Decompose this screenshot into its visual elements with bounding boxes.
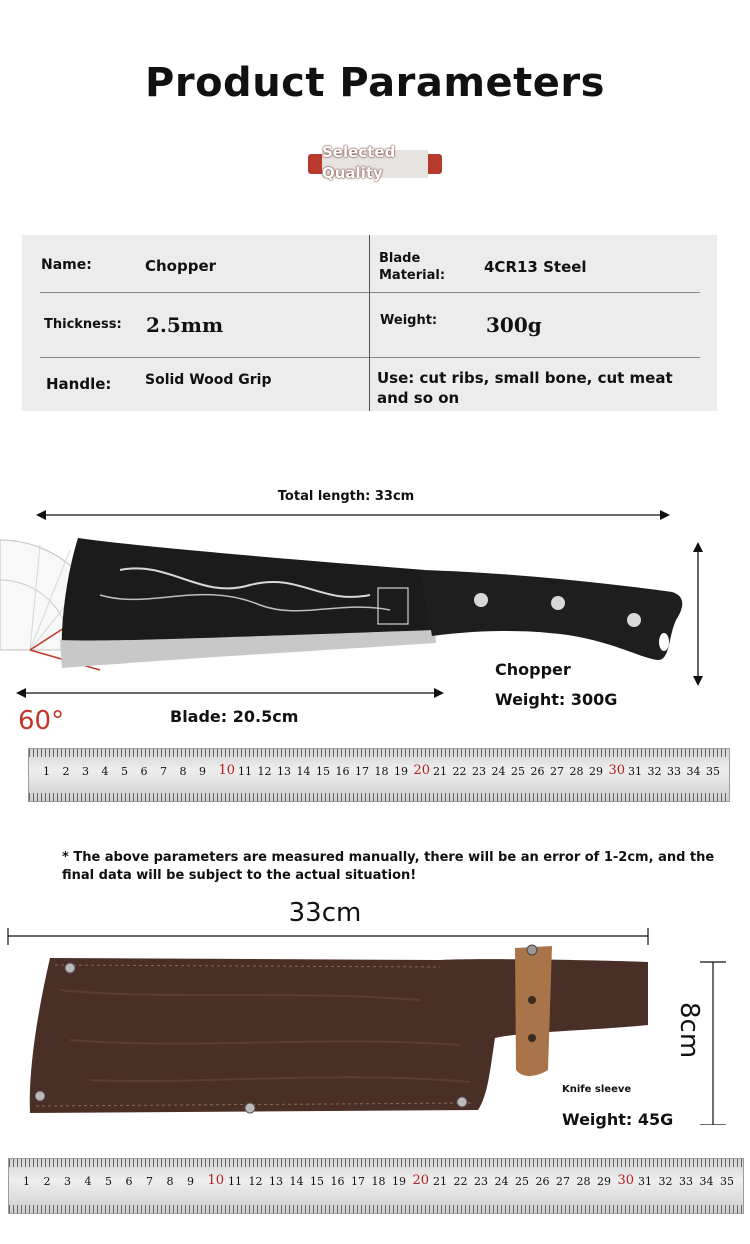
sheath-height-label: 8cm [674, 1002, 704, 1059]
ruler-top-number-30: 30 [608, 763, 626, 778]
measurement-note: * The above parameters are measured manually, there will be an error of 1-2cm, and the final data will be subject to the actual situation! [62, 850, 715, 883]
measuring-ruler-top [28, 748, 730, 802]
total-length-arrow [36, 510, 670, 520]
ruler-top-number-26: 26 [530, 765, 545, 778]
height-arrow [693, 542, 703, 686]
ruler-top-number-28: 28 [569, 765, 584, 778]
page-title: Product Parameters [145, 60, 605, 106]
ruler-top-number-32: 32 [647, 765, 662, 778]
ruler-top-number-33: 33 [667, 765, 681, 778]
ruler-bottom-number-21: 21 [433, 1175, 447, 1188]
angle-label: 60° [18, 706, 65, 736]
ruler-bottom-number-9: 9 [187, 1175, 194, 1188]
ruler-bottom-number-10: 10 [207, 1173, 225, 1188]
ruler-bottom-number-22: 22 [453, 1175, 468, 1188]
ruler-top-number-7: 7 [160, 765, 167, 778]
ruler-bottom-number-14: 14 [289, 1175, 304, 1188]
blade-material-label-2: Material: [379, 268, 446, 283]
ruler-top-number-11: 11 [238, 765, 252, 778]
ruler-bottom-number-34: 34 [699, 1175, 714, 1188]
ruler-bottom-number-3: 3 [64, 1175, 71, 1188]
ruler-bottom-number-12: 12 [248, 1175, 263, 1188]
ruler-bottom-number-25: 25 [515, 1175, 529, 1188]
ruler-top-number-31: 31 [628, 765, 642, 778]
blade [60, 538, 436, 668]
ruler-top-number-17: 17 [355, 765, 369, 778]
ruler-bottom-number-28: 28 [576, 1175, 591, 1188]
ruler-top-number-20: 20 [413, 763, 431, 778]
sheath-strap [515, 945, 552, 1076]
ruler-top-number-12: 12 [257, 765, 272, 778]
ruler-top-number-13: 13 [277, 765, 291, 778]
ruler-bottom-number-5: 5 [105, 1175, 112, 1188]
ruler-top-number-27: 27 [550, 765, 564, 778]
ruler-top-number-29: 29 [589, 765, 603, 778]
thickness-value: 2.5mm [146, 313, 224, 337]
ruler-bottom-number-16: 16 [330, 1175, 345, 1188]
handle-value: Solid Wood Grip [145, 372, 272, 388]
quality-badge [308, 143, 442, 182]
knife-weight-label: Weight: 300G [495, 690, 618, 709]
ruler-bottom-number-1: 1 [23, 1175, 30, 1188]
ruler-bottom-number-4: 4 [84, 1175, 92, 1188]
ruler-bottom-number-15: 15 [310, 1175, 324, 1188]
sheath-length-arrow [8, 928, 648, 945]
ruler-top-number-2: 2 [62, 765, 70, 778]
ruler-bottom-number-32: 32 [658, 1175, 673, 1188]
ruler-top-number-6: 6 [140, 765, 148, 778]
weight-value: 300g [486, 313, 542, 337]
total-length-label: Total length: 33cm [277, 489, 415, 504]
ruler-top-number-24: 24 [491, 765, 506, 778]
ruler-top-number-9: 9 [199, 765, 206, 778]
ruler-bottom-number-7: 7 [146, 1175, 153, 1188]
ruler-bottom-number-29: 29 [597, 1175, 611, 1188]
ruler-top-number-19: 19 [394, 765, 408, 778]
ruler-top-number-34: 34 [686, 765, 701, 778]
ruler-top-number-35: 35 [706, 765, 720, 778]
measuring-ruler-bottom [8, 1158, 744, 1214]
ruler-bottom-number-6: 6 [125, 1175, 133, 1188]
ruler-top-number-21: 21 [433, 765, 447, 778]
thickness-label: Thickness: [44, 317, 122, 332]
handle-label: Handle: [46, 375, 112, 393]
badge-line-1: Selected [322, 143, 396, 161]
blade-length-arrow [16, 688, 444, 698]
ruler-bottom-number-11: 11 [228, 1175, 242, 1188]
ruler-bottom-number-33: 33 [679, 1175, 693, 1188]
ruler-bottom-number-17: 17 [351, 1175, 365, 1188]
ruler-bottom-number-30: 30 [617, 1173, 635, 1188]
weight-label: Weight: [380, 313, 438, 328]
ruler-bottom-number-8: 8 [166, 1175, 174, 1188]
ruler-bottom-number-24: 24 [494, 1175, 509, 1188]
ruler-bottom-number-13: 13 [269, 1175, 283, 1188]
ruler-top-number-23: 23 [472, 765, 486, 778]
use-text: Use: cut ribs, small bone, cut meat and so on [377, 369, 673, 407]
ruler-top-number-25: 25 [511, 765, 525, 778]
badge-line-2: Quality [322, 164, 383, 182]
leather-sheath [30, 958, 648, 1113]
ruler-top-number-15: 15 [316, 765, 330, 778]
blade-length-label: Blade: 20.5cm [170, 707, 299, 726]
ruler-top-number-10: 10 [218, 763, 236, 778]
ruler-bottom-number-27: 27 [556, 1175, 570, 1188]
handle [420, 570, 682, 660]
ruler-top-number-8: 8 [179, 765, 187, 778]
ruler-top-number-5: 5 [121, 765, 128, 778]
spec-table [22, 235, 717, 411]
sheath-label: Knife sleeve [562, 1084, 632, 1095]
ruler-bottom-number-20: 20 [412, 1173, 430, 1188]
knife-illustration [0, 500, 750, 720]
ruler-top-number-18: 18 [374, 765, 389, 778]
blade-material-value: 4CR13 Steel [484, 258, 587, 276]
product-name-label: Chopper [495, 660, 571, 679]
ruler-bottom-number-31: 31 [638, 1175, 652, 1188]
ruler-bottom-number-26: 26 [535, 1175, 550, 1188]
ruler-top-number-4: 4 [101, 765, 109, 778]
ruler-top-number-1: 1 [43, 765, 50, 778]
sheath-illustration [0, 920, 750, 1125]
ruler-top-number-3: 3 [82, 765, 89, 778]
ruler-bottom-number-23: 23 [474, 1175, 488, 1188]
name-label: Name: [41, 257, 92, 273]
ruler-top-number-16: 16 [335, 765, 350, 778]
sheath-length-label: 33cm [288, 898, 362, 928]
name-value: Chopper [145, 257, 217, 275]
blade-material-label-1: Blade [379, 251, 421, 266]
ruler-bottom-number-35: 35 [720, 1175, 734, 1188]
ruler-bottom-number-2: 2 [43, 1175, 51, 1188]
ruler-top-number-22: 22 [452, 765, 467, 778]
sheath-weight-label: Weight: 45G [562, 1110, 674, 1129]
ruler-top-number-14: 14 [296, 765, 311, 778]
ruler-bottom-number-18: 18 [371, 1175, 386, 1188]
ruler-bottom-number-19: 19 [392, 1175, 406, 1188]
